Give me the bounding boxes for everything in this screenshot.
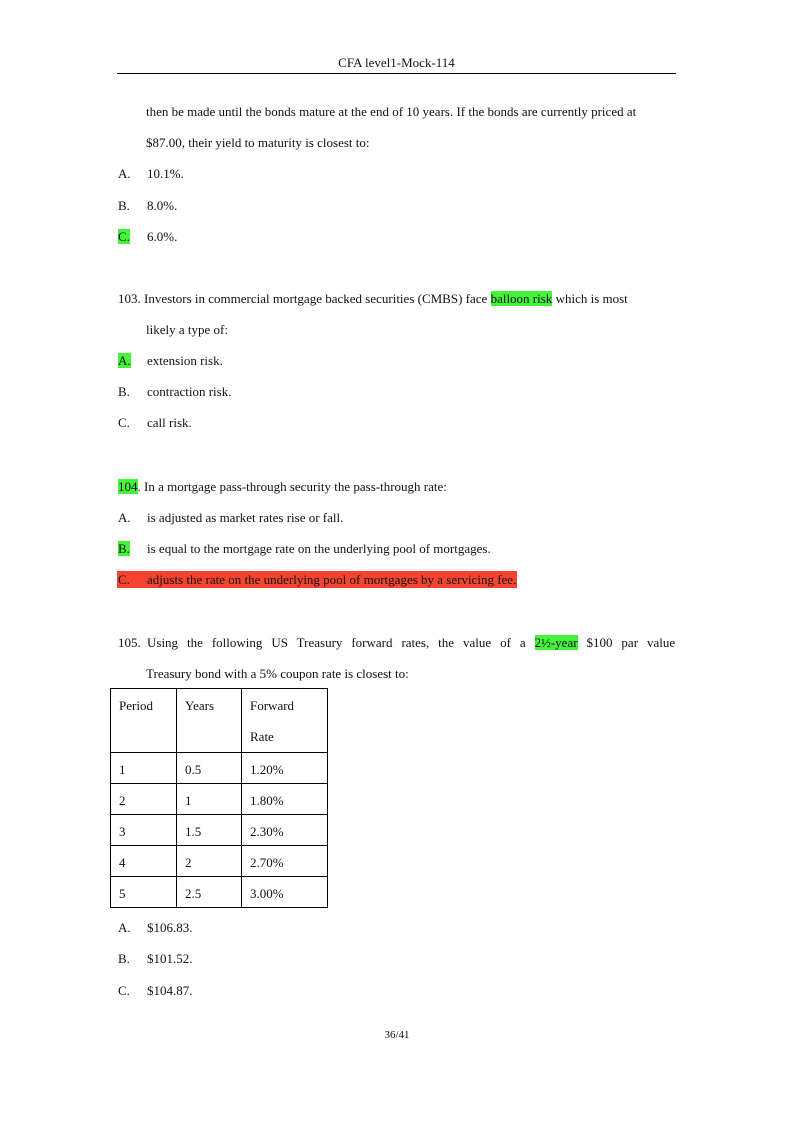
q105-word: Treasury: [296, 635, 343, 650]
q105-word: Using: [147, 635, 179, 650]
q103-stem-line1: [118, 290, 628, 307]
q105-word: US: [271, 635, 288, 650]
q105-word: rates,: [401, 635, 430, 650]
q103-option-a-letter: A.: [118, 353, 131, 368]
table-cell: 4: [111, 846, 177, 877]
table-cell: 2: [177, 846, 242, 877]
q102-stem-line1: then be made until the bonds mature at the end of 10 years. If the bonds are currently priced at: [146, 104, 637, 119]
q104-option-a-text: is adjusted as market rates rise or fall.: [147, 510, 344, 525]
q105-word: following: [211, 635, 263, 650]
table-cell: 5: [111, 877, 177, 908]
table-header-forward: Forward: [250, 698, 295, 713]
q103-stem-pre: 103. Investors in commercial mortgage backed securities (CMBS) face: [118, 291, 488, 306]
q105-highlight: 2½-year: [534, 635, 578, 650]
q103-highlight: balloon risk: [490, 291, 553, 306]
table-cell: 2.5: [177, 877, 242, 908]
q105-word: $100: [586, 635, 613, 650]
table-cell: 1: [177, 784, 242, 815]
q105-option-a-text: $106.83.: [147, 920, 193, 935]
q104-option-c-row: [117, 571, 517, 588]
q104-stem-text: . In a mortgage pass-through security the pass-through rate:: [137, 479, 447, 494]
table-header-row: [111, 689, 328, 753]
q103-stem-line2: likely a type of:: [146, 322, 228, 337]
q105-stem-line2: Treasury bond with a 5% coupon rate is closest to:: [146, 666, 409, 681]
q102-stem-line2: $87.00, their yield to maturity is closest to:: [146, 135, 370, 150]
q105-option-c-letter: C.: [118, 983, 130, 998]
table-cell: 2.30%: [242, 815, 328, 846]
table-cell: 1: [111, 753, 177, 784]
q105-option-c-text: $104.87.: [147, 983, 193, 998]
table-row: [111, 815, 328, 846]
q105-option-a-letter: A.: [118, 920, 131, 935]
q103-option-b-text: contraction risk.: [147, 384, 232, 399]
table-row: [111, 877, 328, 908]
table-cell: 2: [111, 784, 177, 815]
q102-option-a-text: 10.1%.: [147, 166, 184, 181]
header-rule: [117, 73, 676, 74]
table-row: [111, 784, 328, 815]
q105-option-b-letter: B.: [118, 951, 130, 966]
q105-word: a: [519, 635, 526, 650]
table-header-cell: Period: [111, 689, 177, 753]
table-header-rate: Rate: [250, 729, 274, 744]
q102-option-c-text: 6.0%.: [147, 229, 178, 244]
table-cell: 0.5: [177, 753, 242, 784]
q103-option-b-letter: B.: [118, 384, 130, 399]
q105-word: of: [500, 635, 511, 650]
forward-rates-table: [110, 688, 328, 908]
q104-option-b-text: is equal to the mortgage rate on the underlying pool of mortgages.: [147, 541, 491, 556]
table-row: [111, 846, 328, 877]
table-cell: 2.70%: [242, 846, 328, 877]
q105-word: the: [438, 635, 455, 650]
table-cell: 3: [111, 815, 177, 846]
page-header: CFA level1-Mock-114: [338, 55, 455, 70]
q102-option-c-letter: C.: [118, 229, 130, 244]
q104-option-b-letter: B.: [118, 541, 130, 556]
page-number: 36/41: [384, 1029, 410, 1041]
q103-option-c-text: call risk.: [147, 415, 192, 430]
q104-option-c-text: adjusts the rate on the underlying pool of mortgages by a servicing fee.: [147, 572, 517, 587]
q105-stem-line1: [147, 634, 675, 651]
q105-word: value: [463, 635, 492, 650]
q103-stem-post: which is most: [555, 291, 628, 306]
q105-word: par: [621, 635, 639, 650]
q105-option-b-text: $101.52.: [147, 951, 193, 966]
q104-option-c-letter: C.: [118, 572, 130, 587]
table-header-cell: [242, 689, 328, 753]
q105-word: the: [187, 635, 203, 650]
q102-option-a-letter: A.: [118, 166, 131, 181]
table-header-cell: Years: [177, 689, 242, 753]
table-row: [111, 753, 328, 784]
table-cell: 1.20%: [242, 753, 328, 784]
table-cell: 1.80%: [242, 784, 328, 815]
q104-number: 104: [118, 479, 138, 494]
q102-option-b-text: 8.0%.: [147, 198, 178, 213]
q104-stem: [118, 478, 447, 495]
q105-number: 105.: [118, 635, 141, 650]
table-cell: 3.00%: [242, 877, 328, 908]
q103-option-c-letter: C.: [118, 415, 130, 430]
q105-word: forward: [351, 635, 393, 650]
q104-option-a-letter: A.: [118, 510, 131, 525]
q102-option-b-letter: B.: [118, 198, 130, 213]
q103-option-a-text: extension risk.: [147, 353, 223, 368]
q105-word: value: [646, 635, 676, 650]
table-cell: 1.5: [177, 815, 242, 846]
